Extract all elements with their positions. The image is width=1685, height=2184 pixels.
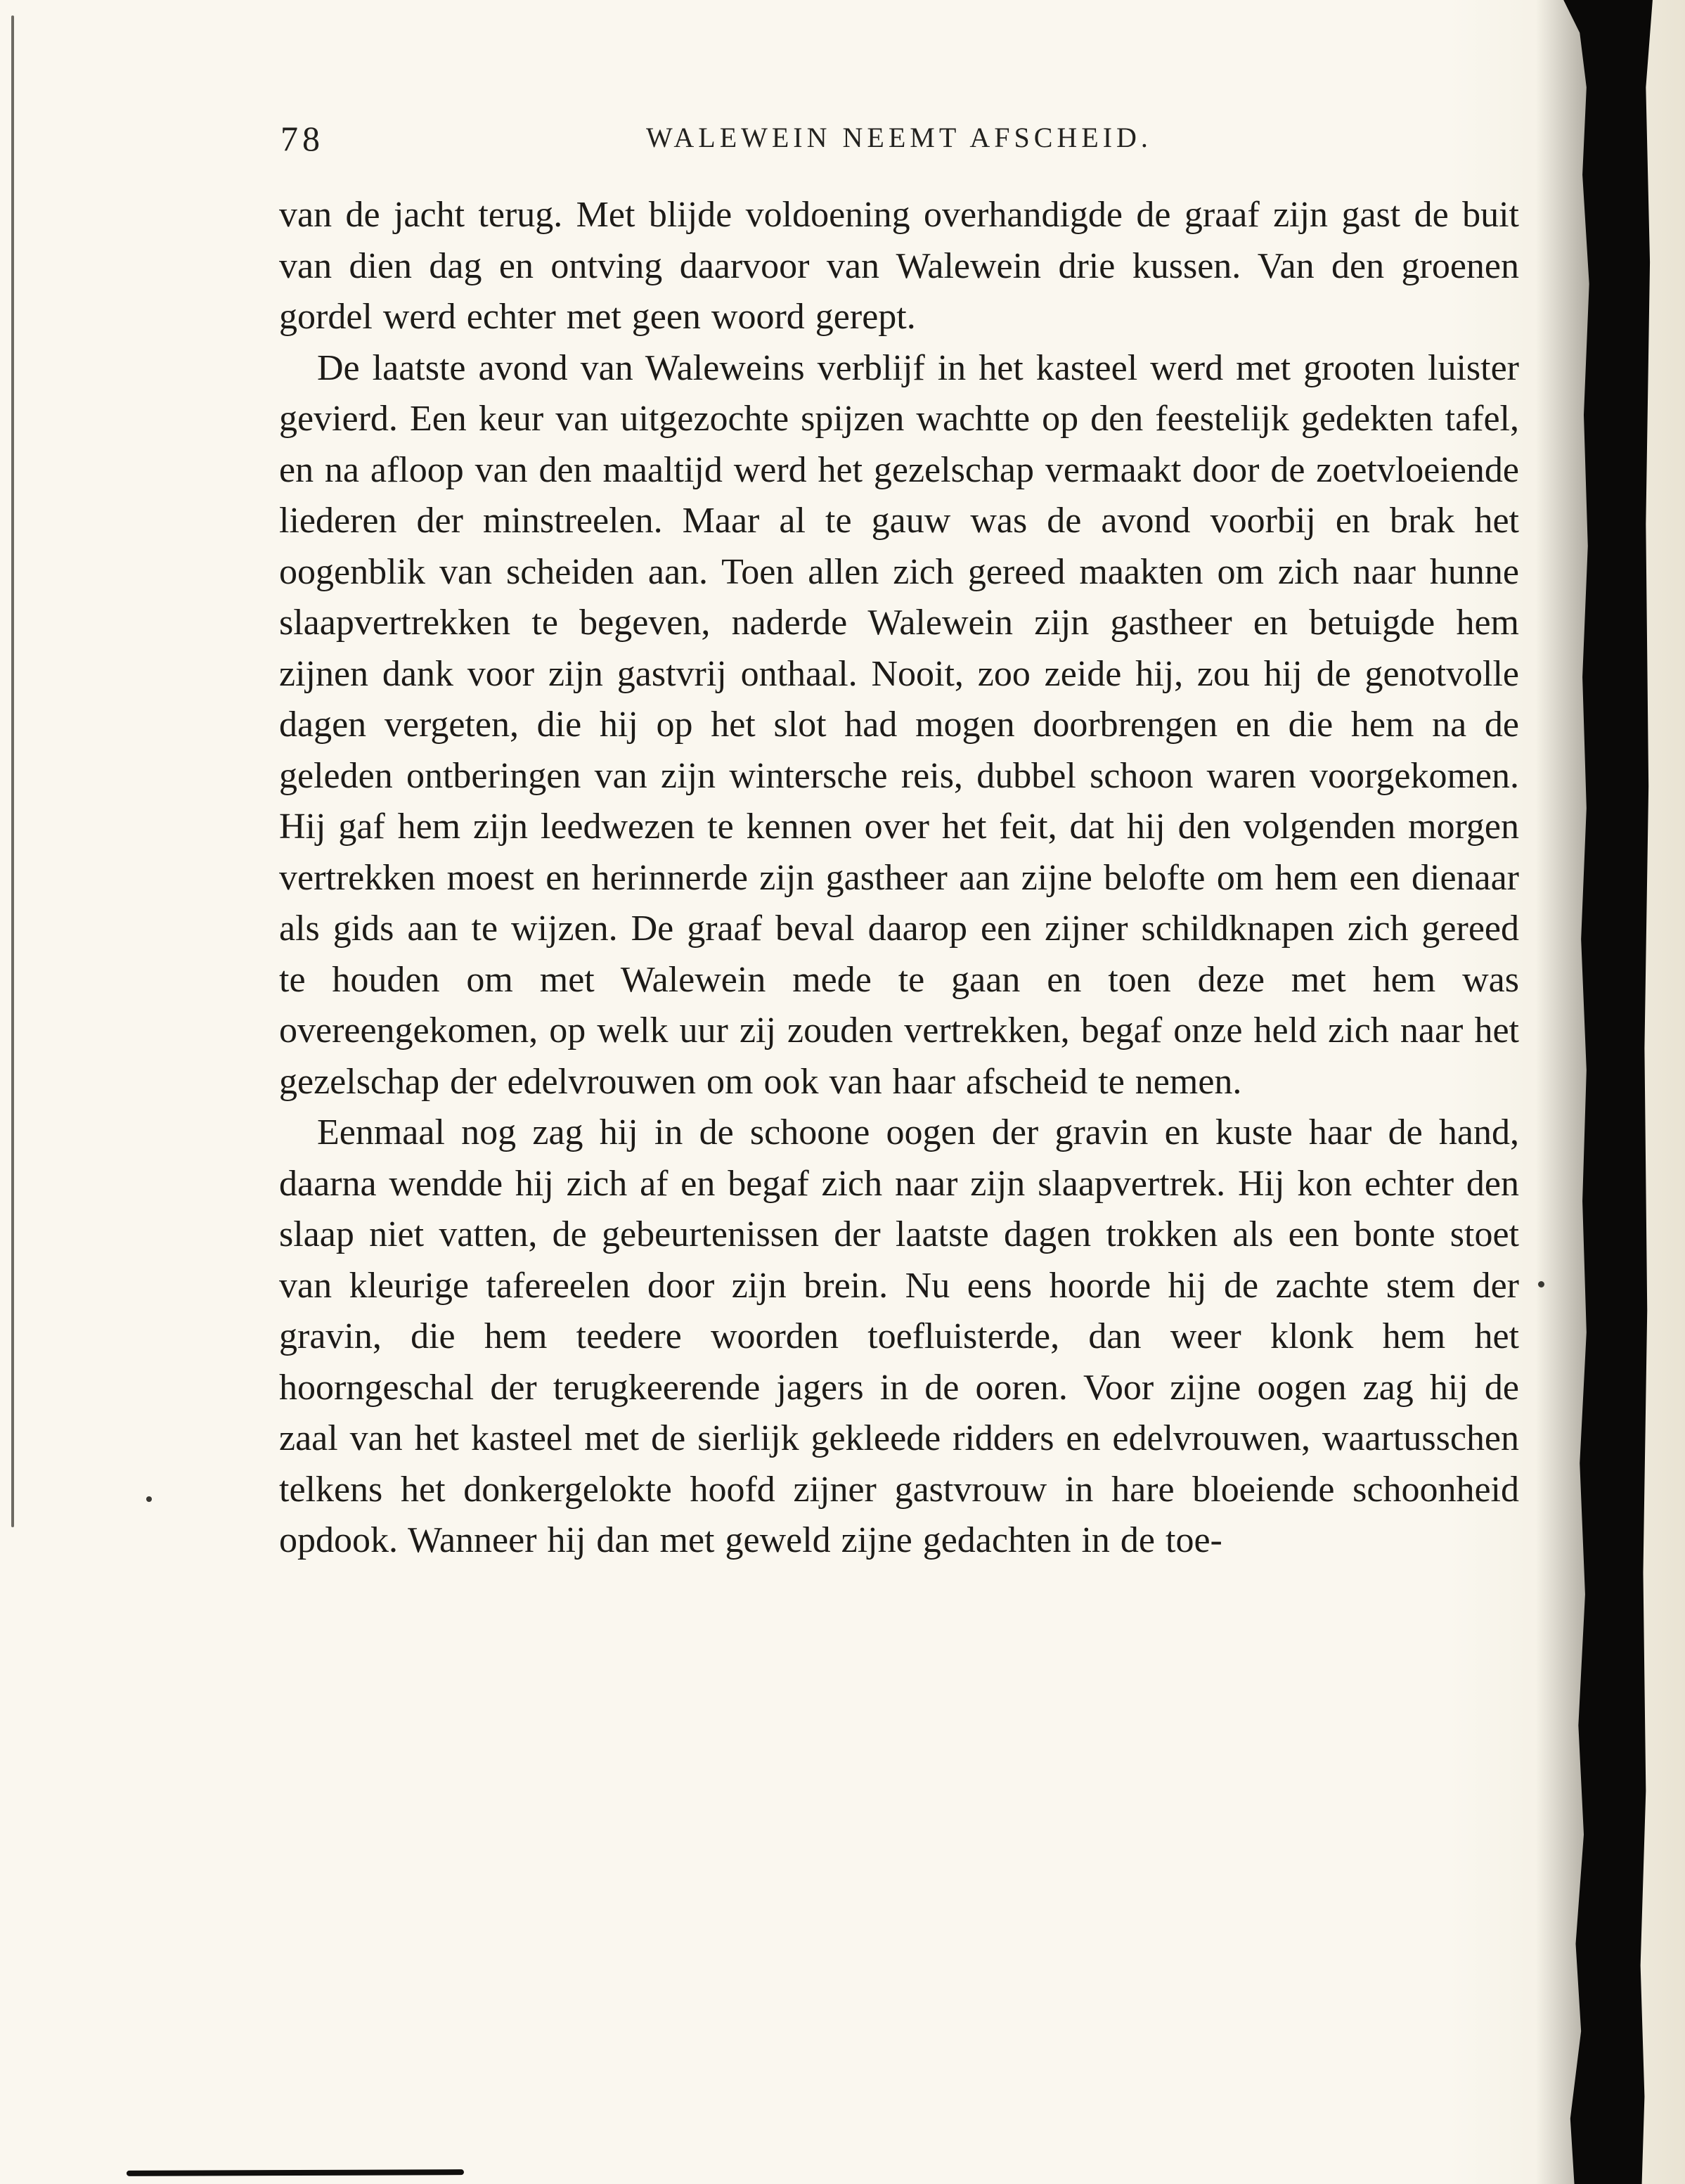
- scan-mark-bottom: [127, 2169, 464, 2176]
- scan-edge-right: [1550, 0, 1685, 2184]
- paragraph: van de jacht terug. Met blijde voldoening overhandigde de graaf zijn gast de buit van dien dag en ontving daarvoor van Walewein drie kussen. Van den groenen gordel werd echter met geen woord gerept.: [279, 195, 1519, 337]
- paragraph: Eenmaal nog zag hij in de schoone oogen der gravin en kuste haar de hand, daarna wendde hij zich af en begaf zich naar zijn slaapvertrek. Hij kon echter den slaap niet vatten, de gebeurtenissen der laatste dagen trokken als een bonte stoet van kleurige tafereelen door zijn brein. Nu eens hoorde hij de zachte stem der gravin, die hem teedere woorden toefluisterde, dan weer klonk hem het hoorngeschal der terugkeerende jagers in de ooren. Voor zijne oogen zag hij de zaal van het kasteel met de sierlijk gekleede ridders en edelvrouwen, waartusschen telkens het donkergelokte hoofd zijner gastvrouw in hare bloeiende schoonheid opdook. Wanneer hij dan met geweld zijne gedachten in de toe-: [279, 1112, 1519, 1560]
- scan-edge-left-line: [11, 15, 14, 1527]
- running-title: WALEWEIN NEEMT AFSCHEID.: [646, 122, 1152, 153]
- page-header: [279, 121, 1519, 163]
- page-number: 78: [280, 119, 324, 158]
- scan-speck: [146, 1496, 152, 1502]
- scan-speck: [1538, 1281, 1544, 1287]
- paragraph: De laatste avond van Waleweins verblijf in het kasteel werd met grooten luister gevierd. Een keur van uitgezochte spijzen wachtte op den feestelijk gedekten tafel, en na afloop van den maaltijd werd het gezelschap vermaakt door de zoetvloeiende liederen der minstreelen. Maar al te gauw was de avond voorbij en brak het oogenblik van scheiden aan. Toen allen zich gereed maakten om zich naar hunne slaapvertrekken te begeven, naderde Walewein zijn gastheer en betuigde hem zijnen dank voor zijn gastvrij onthaal. Nooit, zoo zeide hij, zou hij de genotvolle dagen vergeten, die hij op het slot had mogen doorbrengen en die hem na de geleden ontberingen van zijn wintersche reis, dubbel schoon waren voorgekomen. Hij gaf hem zijn leedwezen te kennen over het feit, dat hij den volgenden morgen vertrekken moest en herinnerde zijn gastheer aan zijne belofte om hem een dienaar als gids aan te wijzen. De graaf beval daarop een zijner schildknapen zich gereed te houden om met Walewein mede te gaan en toen deze met hem was overeengekomen, op welk uur zij zouden vertrekken, begaf onze held zich naar het gezelschap der edelvrouwen om ook van haar afscheid te nemen.: [279, 347, 1519, 1102]
- page-body: [279, 190, 1519, 1567]
